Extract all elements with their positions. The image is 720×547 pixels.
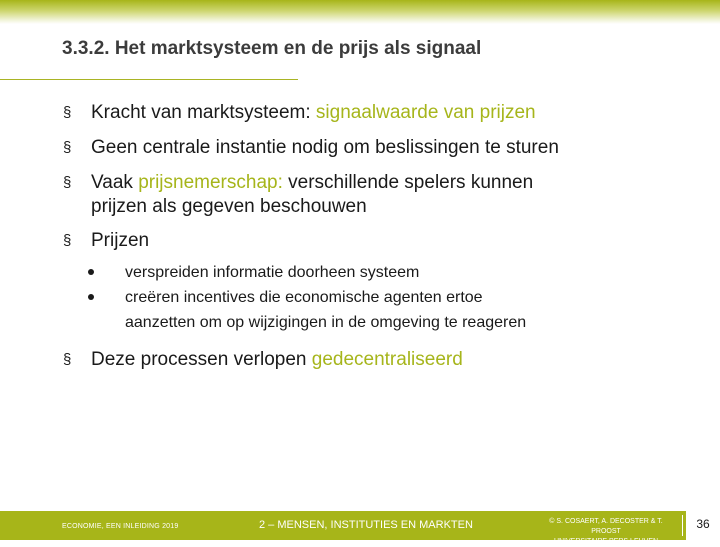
- footer-copyright-line1: © S. COSAERT, A. DECOSTER & T. PROOST: [549, 518, 663, 535]
- footer-course-title: ECONOMIE, EEN INLEIDING 2019: [62, 523, 179, 530]
- bullet-3-text: verschillende spelers kunnen: [282, 172, 534, 193]
- square-bullet-icon: §: [63, 351, 72, 368]
- square-bullet-icon: §: [63, 104, 72, 121]
- sub-bullet-2-text: creëren incentives die economische agenten ertoe: [125, 289, 483, 306]
- sub-bullet-2: [62, 287, 702, 333]
- top-accent-band: [0, 0, 720, 24]
- bullet-1: [62, 101, 702, 125]
- sub-bullet-2-text-line2: aanzetten om op wijzigingen in de omgeving te reageren: [125, 314, 527, 331]
- square-bullet-icon: §: [63, 232, 72, 249]
- bullet-5-text: Deze processen verlopen: [91, 349, 312, 370]
- round-bullet-icon: [88, 269, 94, 275]
- bullet-5-highlight: gedecentraliseerd: [311, 349, 463, 370]
- slide-title: 3.3.2. Het marktsysteem en de prijs als signaal: [62, 38, 482, 59]
- bullet-3-highlight: prijsnemerschap:: [138, 172, 283, 193]
- bullet-3-text-line2: prijzen als gegeven beschouwen: [91, 196, 367, 217]
- page-number: 36: [686, 511, 720, 540]
- sub-bullet-1-text: verspreiden informatie doorheen systeem: [125, 264, 420, 281]
- footer-chapter-title: 2 – MENSEN, INSTITUTIES EN MARKTEN: [259, 519, 473, 531]
- bullet-1-highlight: signaalwaarde van prijzen: [315, 102, 536, 123]
- footer-copyright: [534, 517, 678, 547]
- bullet-1-text: Kracht van marktsysteem:: [91, 102, 316, 123]
- footer-copyright-line2: UNIVERSITAIRE PERS LEUVEN: [553, 538, 659, 545]
- square-bullet-icon: §: [63, 139, 72, 156]
- bullet-2-text: Geen centrale instantie nodig om beslissingen te sturen: [91, 137, 559, 158]
- title-underline: [0, 79, 298, 80]
- bullet-4-text: Prijzen: [91, 230, 150, 251]
- footer-bar: [0, 511, 720, 545]
- round-bullet-icon: [88, 294, 94, 300]
- bullet-2: [62, 136, 702, 160]
- footer-divider: [682, 515, 683, 536]
- bullet-4: [62, 229, 702, 253]
- square-bullet-icon: §: [63, 174, 72, 191]
- bullet-3-prefix: Vaak: [91, 172, 139, 193]
- sub-bullet-1: [62, 262, 702, 283]
- bullet-list: [62, 101, 702, 372]
- bullet-5: [62, 348, 702, 372]
- bullet-3: [62, 171, 702, 219]
